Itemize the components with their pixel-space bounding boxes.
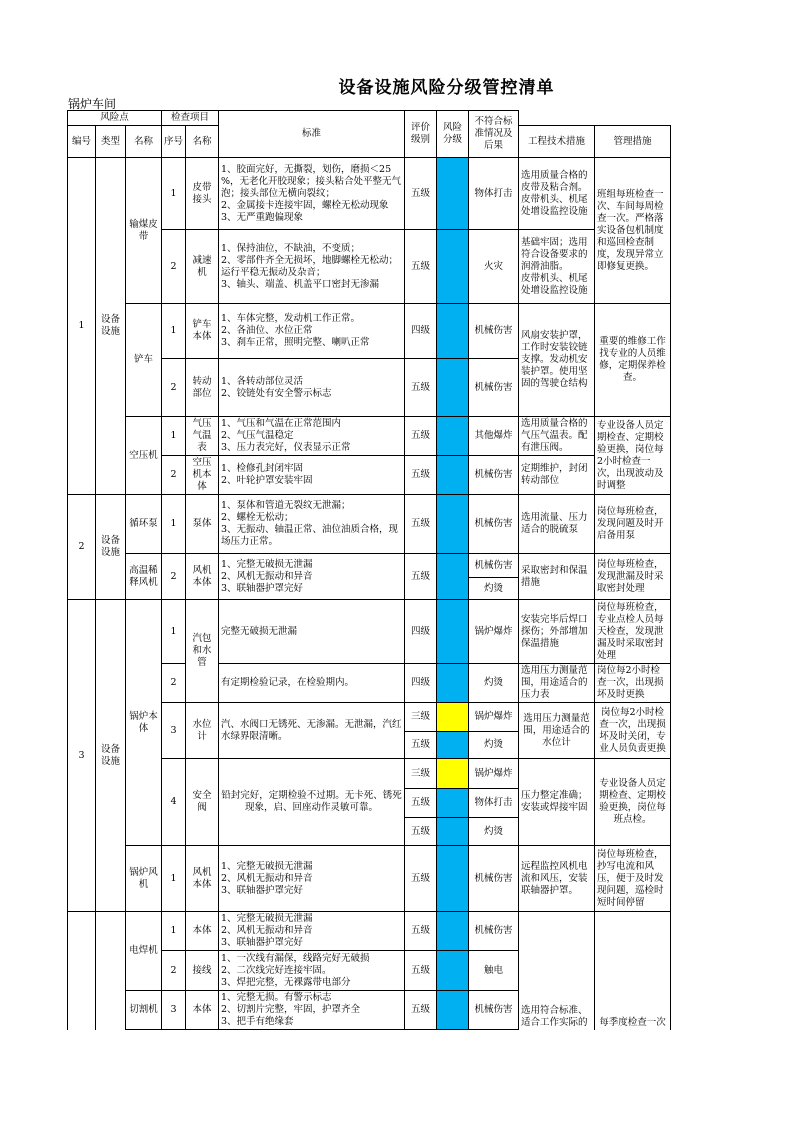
eng-measure: 选用压力测量范围，用途适合的水位计	[519, 703, 595, 759]
standard-text: 1、检修孔封闭牢固 2、叶轮护罩安装牢固	[219, 456, 405, 495]
consequence: 灼烫	[469, 818, 519, 846]
seq: 2	[162, 951, 186, 991]
standard-text: 1、保持油位，不缺油，不变质； 2、零部件齐全无损坏，地脚螺栓无松动；运行平稳无振动及杂音； 3、轴头、端盖、机盖平口密封无渗漏	[219, 230, 405, 304]
eng-measure: 选用质量合格的皮带及粘合剂。皮带机头、机尾处增设监控设施	[519, 158, 595, 230]
standard-text: 铅封完好，定期检验不过期。无卡死、锈死现象，启、回座动作灵敏可靠。	[219, 759, 405, 846]
eng-measure: 采取密封和保温措施	[519, 554, 595, 600]
workshop-label: 锅炉车间	[68, 97, 117, 111]
eval-level: 五级	[405, 495, 437, 554]
seq: 1	[162, 304, 186, 359]
eval-level: 三级	[405, 759, 437, 789]
consequence: 物体打击	[469, 789, 519, 818]
consequence: 锅炉爆炸	[469, 759, 519, 789]
eval-level: 五级	[405, 554, 437, 600]
eval-level: 四级	[405, 304, 437, 359]
header-type: 类型	[96, 126, 126, 158]
risk-level-blue	[437, 600, 469, 664]
risk-level-blue	[437, 456, 469, 495]
mgmt-measure: 岗位每班检查，专业点检人员每天检查，发现泄漏及时采取密封处理	[595, 600, 671, 664]
risk-level-yellow	[437, 759, 469, 789]
risk-level-blue	[437, 417, 469, 456]
name-compressor: 空压机	[126, 417, 162, 495]
eval-level: 五级	[405, 818, 437, 846]
eval-level: 五级	[405, 732, 437, 759]
mgmt-measure: 岗位每2小时检查一次，出现损坏及时更换	[595, 664, 671, 703]
eval-level: 五级	[405, 951, 437, 991]
item-name: 汽包和水管	[186, 600, 219, 703]
seq: 3	[162, 991, 186, 1030]
mgmt-measure: 重要的维修工作找专业的人员维修，定期保养检查。	[595, 304, 671, 417]
header-name: 名称	[126, 126, 162, 158]
header-eval-level: 评价级别	[405, 111, 437, 158]
header-item-name: 名称	[186, 126, 219, 158]
standard-text: 1、完整无破损无泄漏 2、风机无振动和异音 3、联轴器护罩完好	[219, 846, 405, 912]
item-name: 风机本体	[186, 846, 219, 912]
standard-text: 1、各转动部位灵活 2、铰链处有安全警示标志	[219, 359, 405, 417]
mgmt-measure: 每季度检查一次	[595, 912, 671, 1030]
eng-measure: 定期维护，封闭转动部位	[519, 456, 595, 495]
seq: 2	[162, 456, 186, 495]
risk-level-blue	[437, 789, 469, 818]
eng-measure: 风扇安装护罩，工作时安装铰链支撑。发动机安装护罩。使用坚固的驾驶仓结构	[519, 304, 595, 417]
eng-measure: 基础牢固；选用符合设备要求的润滑油脂。 皮带机头、机尾处增设监控设施	[519, 230, 595, 304]
eng-measure: 选用质量合格的气压气温表。配有泄压阀。	[519, 417, 595, 456]
name-welder: 电焊机	[126, 912, 162, 991]
standard-text: 1、胶面完好，无撕裂，划伤，磨损＜25 %，无老化开胶现象；接头粘合处平整无气泡；接头部位无横向裂纹； 2、金属接卡连接牢固，螺栓无松动现象 3、无严重跑偏现象	[219, 158, 405, 230]
consequence: 灼烫	[469, 664, 519, 703]
standard-text: 1、气压和气温在正常范围内 2、气压气温稳定 3、压力表完好，仪表显示正常	[219, 417, 405, 456]
risk-level-yellow	[437, 703, 469, 732]
group-type: 设备设施	[96, 600, 126, 912]
header-no: 编号	[68, 126, 96, 158]
risk-level-blue	[437, 664, 469, 703]
item-name: 泵体	[186, 495, 219, 554]
eval-level: 四级	[405, 664, 437, 703]
consequence: 机械伤害	[469, 359, 519, 417]
item-name: 空压机本体	[186, 456, 219, 495]
consequence: 灼烫	[469, 732, 519, 759]
consequence: 触电	[469, 951, 519, 991]
name-boiler-body: 锅炉本体	[126, 600, 162, 846]
header-consequence: 不符合标准情况及后果	[469, 111, 519, 158]
group-type: 设备设施	[96, 158, 126, 495]
standard-text: 1、完整无破损无泄漏 2、风机无振动和异音 3、联轴器护罩完好	[219, 554, 405, 600]
risk-level-blue	[437, 495, 469, 554]
risk-level-blue	[437, 158, 469, 230]
consequence: 机械伤害	[469, 456, 519, 495]
eng-measure: 选用符合标准、适合工作实际的	[519, 912, 595, 1030]
header-eng-measures: 工程技术措施	[519, 126, 595, 158]
eval-level: 五级	[405, 846, 437, 912]
name-hot-fan: 高温稀释风机	[126, 554, 162, 600]
name-loader: 铲车	[126, 304, 162, 417]
mgmt-measure: 岗位每班检查，发现泄漏及时采取密封处理	[595, 554, 671, 600]
group-type: 设备设施	[96, 495, 126, 600]
eng-measure: 压力整定准确；安装或焊接牢固	[519, 759, 595, 846]
risk-level-blue	[437, 554, 469, 600]
header-mgmt-measures: 管理措施	[595, 126, 671, 158]
seq: 1	[162, 912, 186, 951]
standard-text: 1、完整无破损无泄漏 2、风机无振动和异音 3、联轴器护罩完好	[219, 912, 405, 951]
standard-text: 1、完整无损。有警示标志 2、切割片完整，牢固，护罩齐全 3、把手有绝缘套	[219, 991, 405, 1030]
seq: 1	[162, 417, 186, 456]
item-name: 皮带接头	[186, 158, 219, 230]
risk-level-blue	[437, 818, 469, 846]
name-circ-pump: 循环泵	[126, 495, 162, 554]
seq: 2	[162, 664, 186, 703]
group-no: 2	[68, 495, 96, 600]
seq: 1	[162, 495, 186, 554]
item-name: 接线	[186, 951, 219, 991]
eval-level: 五级	[405, 158, 437, 230]
header-standard: 标准	[219, 111, 405, 158]
eng-measure: 选用压力测量范围，用途适合的压力表	[519, 664, 595, 703]
eval-level: 五级	[405, 789, 437, 818]
name-conveyor: 输煤皮带	[126, 158, 162, 304]
standard-text: 有定期检验记录，在检验期内。	[219, 664, 405, 703]
seq: 2	[162, 230, 186, 304]
seq: 2	[162, 359, 186, 417]
standard-text: 1、泵体和管道无裂纹无泄漏； 2、螺栓无松动； 3、无振动、轴温正常、油位油质合格，现场压力正常。	[219, 495, 405, 554]
item-name: 本体	[186, 991, 219, 1030]
group-type-blank	[96, 912, 126, 1030]
header-blank	[519, 111, 671, 126]
group-no: 3	[68, 600, 96, 912]
header-risk-point: 风险点	[68, 111, 162, 126]
consequence: 锅炉爆炸	[469, 600, 519, 664]
mgmt-measure: 专业设备人员定期检查、定期校验更换，岗位每2小时检查一次，出现波动及时调整	[595, 417, 671, 495]
eng-measure: 安装完毕后焊口探伤；外部增加保温措施	[519, 600, 595, 664]
item-name: 水位计	[186, 703, 219, 759]
risk-level-blue	[437, 359, 469, 417]
eng-measure: 远程监控风机电流和风压，安装联轴器护罩。	[519, 846, 595, 912]
consequence: 机械伤害	[469, 304, 519, 359]
consequence: 机械伤害	[469, 991, 519, 1030]
group-no-blank	[68, 912, 96, 1030]
item-name: 风机本体	[186, 554, 219, 600]
eval-level: 五级	[405, 456, 437, 495]
consequence: 物体打击	[469, 158, 519, 230]
group-no: 1	[68, 158, 96, 495]
name-boiler-fan: 锅炉风机	[126, 846, 162, 912]
consequence: 其他爆炸	[469, 417, 519, 456]
seq: 4	[162, 759, 186, 846]
seq: 2	[162, 554, 186, 600]
risk-level-blue	[437, 230, 469, 304]
item-name: 转动部位	[186, 359, 219, 417]
consequence: 机械伤害	[469, 912, 519, 951]
risk-level-blue	[437, 951, 469, 991]
risk-level-blue	[437, 304, 469, 359]
seq: 3	[162, 703, 186, 759]
risk-control-table	[67, 110, 671, 1030]
item-name: 安全阀	[186, 759, 219, 846]
consequence: 机械伤害	[469, 554, 519, 578]
eval-level: 五级	[405, 912, 437, 951]
item-name: 本体	[186, 912, 219, 951]
consequence: 锅炉爆炸	[469, 703, 519, 732]
eval-level: 四级	[405, 600, 437, 664]
eval-level: 五级	[405, 359, 437, 417]
seq: 1	[162, 846, 186, 912]
eval-level: 三级	[405, 703, 437, 732]
standard-text: 1、车体完整，发动机工作正常。 2、各油位、水位正常 3、刹车正常，照明完整、喇叭正常	[219, 304, 405, 359]
risk-level-blue	[437, 732, 469, 759]
mgmt-measure: 岗位每班检查，抄写电流和风压，便于及时发现问题，巡检时短时间停留	[595, 846, 671, 912]
eval-level: 五级	[405, 991, 437, 1030]
standard-text: 完整无破损无泄漏	[219, 600, 405, 664]
header-risk-level: 风险分级	[437, 111, 469, 158]
header-seq: 序号	[162, 126, 186, 158]
seq: 1	[162, 158, 186, 230]
item-name: 铲车本体	[186, 304, 219, 359]
consequence: 机械伤害	[469, 495, 519, 554]
name-cutter: 切割机	[126, 991, 162, 1030]
eval-level: 五级	[405, 230, 437, 304]
consequence: 机械伤害	[469, 846, 519, 912]
mgmt-measure: 岗位每班检查，发现问题及时开启备用泵	[595, 495, 671, 554]
mgmt-measure: 岗位每2小时检查一次，出现损坏及时关闭，专业人员负责更换	[595, 703, 671, 759]
mgmt-measure: 班组每班检查一次、车间每周检查一次。严格落实设备包机制度和巡回检查制度，发现异常立即修复更换。	[595, 158, 671, 304]
item-name: 减速机	[186, 230, 219, 304]
standard-text: 1、一次线有漏保，线路完好无破损 2、二次线完好连接牢固。 3、焊把完整，无裸露带电部分	[219, 951, 405, 991]
standard-text: 汽、水阀口无锈死、无渗漏。无泄漏，汽红水绿界限清晰。	[219, 703, 405, 759]
risk-level-blue	[437, 991, 469, 1030]
risk-level-blue	[437, 912, 469, 951]
risk-level-blue	[437, 846, 469, 912]
header-check-item: 检查项目	[162, 111, 219, 126]
eng-measure: 选用流量、压力适合的脱硫泵	[519, 495, 595, 554]
consequence: 灼烫	[469, 578, 519, 600]
eval-level: 五级	[405, 417, 437, 456]
page-title: 设备设施风险分级管控清单	[338, 78, 555, 98]
item-name: 气压气温表	[186, 417, 219, 456]
seq: 1	[162, 600, 186, 664]
mgmt-measure: 专业设备人员定期检查、定期校验更换，岗位每班点检。	[595, 759, 671, 846]
consequence: 火灾	[469, 230, 519, 304]
